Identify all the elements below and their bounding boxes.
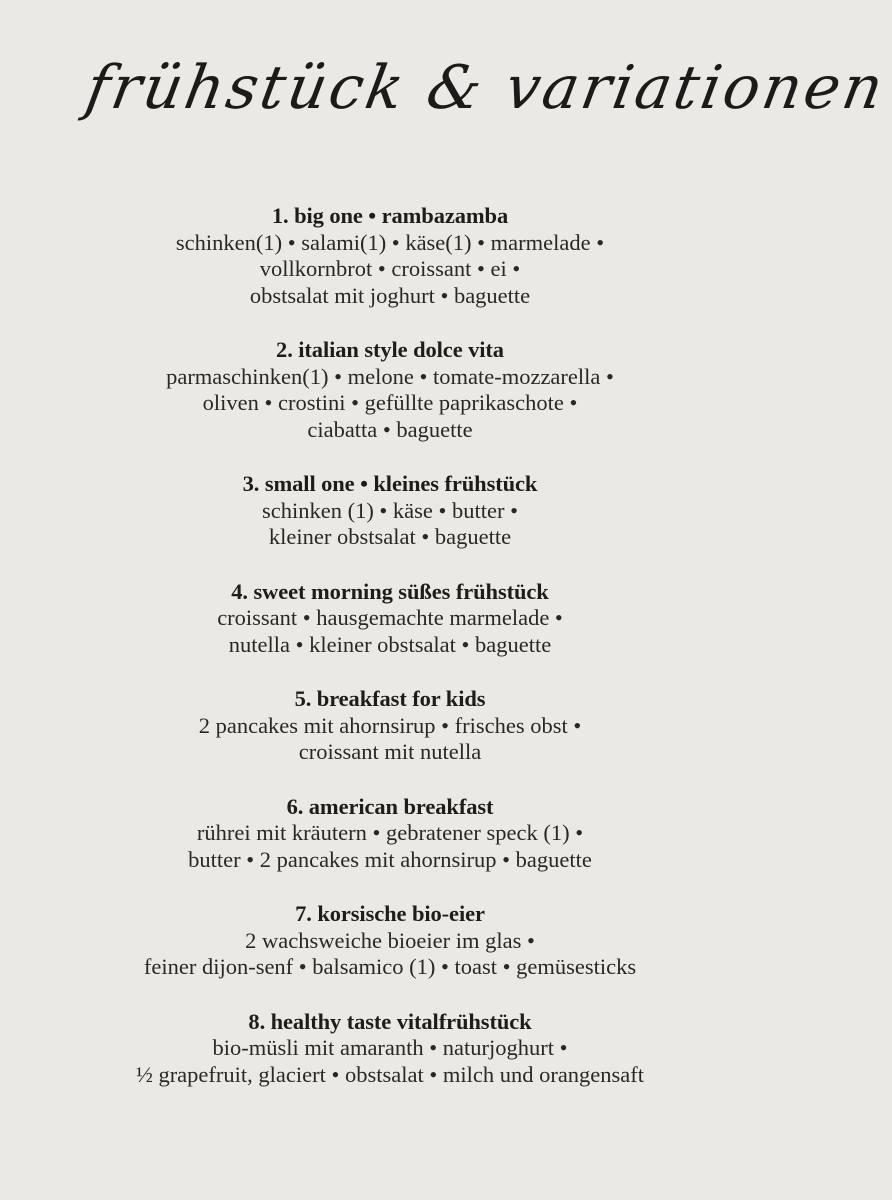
menu-item-description: croissant • hausgemachte marmelade •: [217, 605, 563, 630]
menu-item-description: butter • 2 pancakes mit ahornsirup • baguette: [188, 846, 592, 872]
menu-item: [0, 794, 780, 874]
menu-item-title: 3. small one • kleines frühstück: [242, 471, 538, 496]
menu-item-title: 2. italian style dolce vita: [276, 337, 504, 362]
menu-item-description: rührei mit kräutern • gebratener speck (1) •: [196, 820, 584, 845]
menu-item-title: 8. healthy taste vitalfrühstück: [248, 1008, 532, 1034]
menu-item-description: kleiner obstsalat • baguette: [268, 524, 512, 549]
menu-item-description: parmaschinken(1) • melone • tomate-mozzarella •: [166, 363, 614, 389]
menu-item-description: obstsalat mit joghurt • baguette: [249, 282, 531, 308]
menu-item-description: nutella • kleiner obstsalat • baguette: [228, 631, 552, 657]
menu-item-description: schinken(1) • salami(1) • käse(1) • marmelade •: [175, 229, 605, 255]
menu-item: [0, 901, 780, 981]
menu-item-description: croissant mit nutella: [298, 739, 482, 764]
menu-item-description: ciabatta • baguette: [307, 416, 473, 442]
menu-item-description: ½ grapefruit, glaciert • obstsalat • milch und orangensaft: [135, 1061, 645, 1087]
menu-item: [0, 203, 780, 309]
menu-item-description: oliven • crostini • gefüllte paprikaschote •: [202, 390, 578, 415]
menu-item-description: vollkornbrot • croissant • ei •: [259, 256, 521, 281]
menu-item-title: 4. sweet morning süßes frühstück: [231, 578, 549, 604]
menu-item-description: 2 pancakes mit ahornsirup • frisches obst •: [198, 712, 582, 738]
breakfast-menu-list: [0, 203, 780, 1116]
menu-item-title: 7. korsische bio-eier: [295, 901, 485, 926]
menu-item: [0, 337, 780, 443]
menu-item: [0, 686, 780, 766]
menu-item-description: 2 wachsweiche bioeier im glas •: [245, 927, 535, 953]
menu-item: [0, 1009, 780, 1089]
menu-item-description: bio-müsli mit amaranth • naturjoghurt •: [212, 1035, 568, 1060]
page-title: frühstück & variationen: [80, 53, 891, 123]
menu-item-title: 6. american breakfast: [286, 793, 494, 819]
menu-item-description: feiner dijon-senf • balsamico (1) • toast • gemüsesticks: [143, 954, 637, 979]
menu-item: [0, 579, 780, 659]
menu-item-title: 5. breakfast for kids: [294, 686, 486, 711]
menu-item-description: schinken (1) • käse • butter •: [261, 497, 519, 523]
menu-item: [0, 471, 780, 551]
menu-item-title: 1. big one • rambazamba: [271, 203, 509, 228]
